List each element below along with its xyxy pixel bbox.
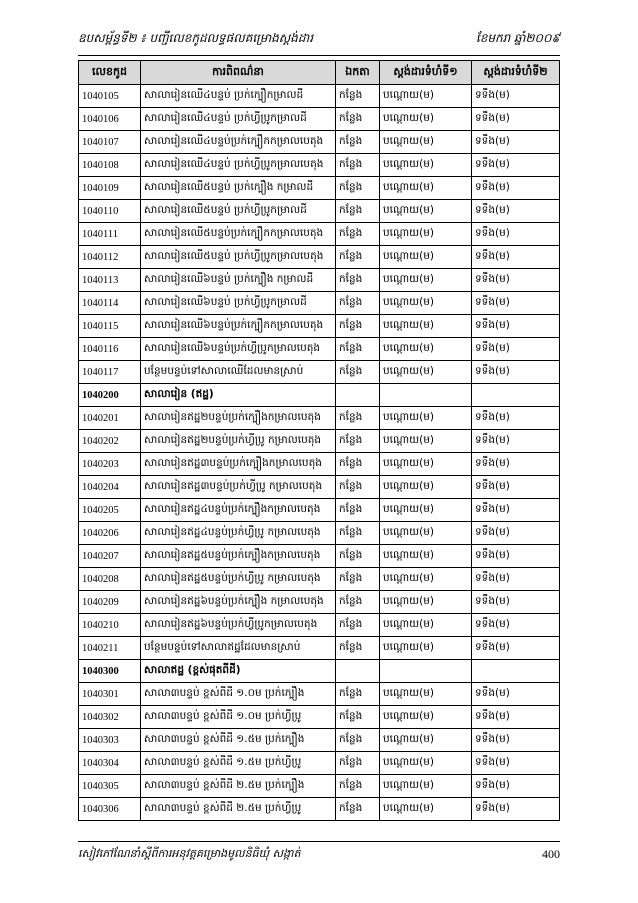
size2-cell: ទទឹង(ម)	[472, 177, 560, 200]
size2-cell: ទទឹង(ម)	[472, 706, 560, 729]
size1-cell	[380, 384, 472, 407]
table-row	[79, 568, 560, 591]
col-header-unit: ឯកតា	[336, 61, 380, 85]
table-row	[79, 315, 560, 338]
table-row	[79, 177, 560, 200]
size1-cell: បណ្តោយ(ម)	[380, 637, 472, 660]
size2-cell: ទទឹង(ម)	[472, 246, 560, 269]
code-cell: 1040206	[79, 522, 141, 545]
size1-cell: បណ្តោយ(ម)	[380, 154, 472, 177]
description-cell: សាលារៀនឈើ៦បន្ទប់ ប្រក់ហ្វីប្រូកម្រាលដី	[141, 292, 336, 315]
description-cell: សាលារៀនឥដ្ឋ២បន្ទប់ប្រក់ហ្វីប្រូ កម្រាលបេតុង	[141, 430, 336, 453]
table-row	[79, 361, 560, 384]
section-row	[79, 384, 560, 407]
col-header-standard-size-1: ស្តង់ដារទំហំទី១	[380, 61, 472, 85]
unit-cell: កន្លែង	[336, 361, 380, 384]
unit-cell: កន្លែង	[336, 269, 380, 292]
code-cell: 1040210	[79, 614, 141, 637]
description-cell: សាលារៀន (ឥដ្ឋ)	[141, 384, 336, 407]
size1-cell: បណ្តោយ(ម)	[380, 85, 472, 108]
size2-cell: ទទឹង(ម)	[472, 315, 560, 338]
unit-cell: កន្លែង	[336, 545, 380, 568]
header-divider	[78, 55, 560, 56]
description-cell: សាលារៀនឥដ្ឋ៥បន្ទប់ប្រក់ក្បឿងកម្រាលបេតុង	[141, 545, 336, 568]
size2-cell: ទទឹង(ម)	[472, 338, 560, 361]
table-row	[79, 752, 560, 775]
description-cell: សាលា៣បន្ទប់ ខ្ពស់ពីដី ១.៥ម ប្រក់ហ្វីប្រូ	[141, 752, 336, 775]
description-cell: សាលារៀនឈើ៤បន្ទប់ ប្រក់ហ្វីប្រូកម្រាលដី	[141, 108, 336, 131]
table-row	[79, 729, 560, 752]
section-row	[79, 660, 560, 683]
code-cell: 1040105	[79, 85, 141, 108]
size1-cell: បណ្តោយ(ម)	[380, 246, 472, 269]
size2-cell: ទទឹង(ម)	[472, 775, 560, 798]
size2-cell	[472, 384, 560, 407]
code-cell: 1040304	[79, 752, 141, 775]
code-cell: 1040303	[79, 729, 141, 752]
size1-cell: បណ្តោយ(ម)	[380, 706, 472, 729]
code-cell: 1040300	[79, 660, 141, 683]
project-code-table	[78, 60, 560, 821]
unit-cell: កន្លែង	[336, 775, 380, 798]
table-row	[79, 545, 560, 568]
size2-cell: ទទឹង(ម)	[472, 729, 560, 752]
size2-cell: ទទឹង(ម)	[472, 522, 560, 545]
size1-cell: បណ្តោយ(ម)	[380, 683, 472, 706]
unit-cell: កន្លែង	[336, 568, 380, 591]
size2-cell	[472, 660, 560, 683]
size2-cell: ទទឹង(ម)	[472, 430, 560, 453]
unit-cell: កន្លែង	[336, 292, 380, 315]
size1-cell: បណ្តោយ(ម)	[380, 545, 472, 568]
table-row	[79, 200, 560, 223]
size2-cell: ទទឹង(ម)	[472, 85, 560, 108]
size1-cell: បណ្តោយ(ម)	[380, 752, 472, 775]
code-cell: 1040109	[79, 177, 141, 200]
unit-cell: កន្លែង	[336, 315, 380, 338]
code-cell: 1040205	[79, 499, 141, 522]
header-date: ខែមករា ឆ្នាំ២០០៩	[475, 31, 560, 45]
size1-cell: បណ្តោយ(ម)	[380, 775, 472, 798]
table-row	[79, 706, 560, 729]
size2-cell: ទទឹង(ម)	[472, 614, 560, 637]
unit-cell: កន្លែង	[336, 706, 380, 729]
table-row	[79, 476, 560, 499]
code-cell: 1040107	[79, 131, 141, 154]
description-cell: សាលា៣បន្ទប់ ខ្ពស់ពីដី ២.៥ម ប្រក់ហ្វីប្រូ	[141, 798, 336, 821]
description-cell: សាលារៀនឈើ៦បន្ទប់ប្រក់ក្បឿកកម្រាលបេតុង	[141, 315, 336, 338]
description-cell: សាលារៀនឥដ្ឋ៣បន្ទប់ប្រក់ក្បឿងកម្រាលបេតុង	[141, 453, 336, 476]
size1-cell: បណ្តោយ(ម)	[380, 798, 472, 821]
table-row	[79, 591, 560, 614]
size1-cell: បណ្តោយ(ម)	[380, 614, 472, 637]
size1-cell: បណ្តោយ(ម)	[380, 292, 472, 315]
unit-cell: កន្លែង	[336, 798, 380, 821]
table-row	[79, 637, 560, 660]
size1-cell: បណ្តោយ(ម)	[380, 108, 472, 131]
col-header-standard-size-2: ស្តង់ដារទំហំទី២	[472, 61, 560, 85]
size2-cell: ទទឹង(ម)	[472, 683, 560, 706]
code-cell: 1040110	[79, 200, 141, 223]
unit-cell: កន្លែង	[336, 430, 380, 453]
unit-cell: កន្លែង	[336, 85, 380, 108]
description-cell: សាលារៀនឈើ៥បន្ទប់ ប្រក់ក្បឿង កម្រាលដី	[141, 177, 336, 200]
size1-cell: បណ្តោយ(ម)	[380, 269, 472, 292]
description-cell: សាលារៀនឈើ៥បន្ទប់ ប្រក់ហ្វីប្រូកម្រាលដី	[141, 200, 336, 223]
page-header	[78, 28, 560, 50]
footer-title: សៀវភៅណែនាំស្តីពីការអនុវត្តគម្រោងមូលនិធិឃុំ សង្កាត់	[78, 847, 301, 860]
size2-cell: ទទឹង(ម)	[472, 752, 560, 775]
table-row	[79, 292, 560, 315]
size2-cell: ទទឹង(ម)	[472, 269, 560, 292]
table-row	[79, 246, 560, 269]
size2-cell: ទទឹង(ម)	[472, 637, 560, 660]
code-cell: 1040113	[79, 269, 141, 292]
size1-cell: បណ្តោយ(ម)	[380, 315, 472, 338]
description-cell: បន្ថែមបន្ទប់ទៅសាលាឈើដែលមានស្រាប់	[141, 361, 336, 384]
unit-cell: កន្លែង	[336, 108, 380, 131]
size1-cell: បណ្តោយ(ម)	[380, 430, 472, 453]
size2-cell: ទទឹង(ម)	[472, 292, 560, 315]
unit-cell: កន្លែង	[336, 683, 380, 706]
description-cell: សាលារៀនឈើ៥បន្ទប់ប្រក់ក្បឿកកម្រាលបេតុង	[141, 223, 336, 246]
code-cell: 1040203	[79, 453, 141, 476]
description-cell: សាលារៀនឈើ៦បន្ទប់ ប្រក់ក្បឿង កម្រាលដី	[141, 269, 336, 292]
size2-cell: ទទឹង(ម)	[472, 131, 560, 154]
size2-cell: ទទឹង(ម)	[472, 361, 560, 384]
code-cell: 1040204	[79, 476, 141, 499]
code-cell: 1040106	[79, 108, 141, 131]
description-cell: សាលារៀនឈើ៤បន្ទប់ ប្រក់ហ្វីប្រូកម្រាលបេតុង	[141, 154, 336, 177]
code-cell: 1040208	[79, 568, 141, 591]
size2-cell: ទទឹង(ម)	[472, 591, 560, 614]
description-cell: សាលា៣បន្ទប់ ខ្ពស់ពីដី ១.០ម ប្រក់ក្បឿង	[141, 683, 336, 706]
code-cell: 1040111	[79, 223, 141, 246]
size1-cell: បណ្តោយ(ម)	[380, 568, 472, 591]
description-cell: សាលារៀនឥដ្ឋ៤បន្ទប់ប្រក់ហ្វីប្រូ កម្រាលបេតុង	[141, 522, 336, 545]
table-row	[79, 775, 560, 798]
table-row	[79, 131, 560, 154]
table-row	[79, 798, 560, 821]
unit-cell: កន្លែង	[336, 223, 380, 246]
unit-cell: កន្លែង	[336, 131, 380, 154]
size2-cell: ទទឹង(ម)	[472, 453, 560, 476]
size1-cell: បណ្តោយ(ម)	[380, 729, 472, 752]
col-header-code: លេខកូដ	[79, 61, 141, 85]
unit-cell: កន្លែង	[336, 614, 380, 637]
description-cell: សាលារៀនឥដ្ឋ២បន្ទប់ប្រក់ក្បឿងកម្រាលបេតុង	[141, 407, 336, 430]
code-cell: 1040202	[79, 430, 141, 453]
code-cell: 1040306	[79, 798, 141, 821]
description-cell: សាលារៀនឈើ៤បន្ទប់ប្រក់ក្បឿកកម្រាលបេតុង	[141, 131, 336, 154]
code-cell: 1040114	[79, 292, 141, 315]
description-cell: បន្ថែមបន្ទប់ទៅសាលាឥដ្ឋដែលមានស្រាប់	[141, 637, 336, 660]
size1-cell: បណ្តោយ(ម)	[380, 453, 472, 476]
description-cell: សាលា៣បន្ទប់ ខ្ពស់ពីដី ១.៥ម ប្រក់ក្បឿង	[141, 729, 336, 752]
unit-cell: កន្លែង	[336, 591, 380, 614]
description-cell: សាលារៀនឈើ៥បន្ទប់ ប្រក់ហ្វីប្រូកម្រាលបេតុង	[141, 246, 336, 269]
size2-cell: ទទឹង(ម)	[472, 798, 560, 821]
size1-cell	[380, 660, 472, 683]
col-header-description: ការពិពណ៌នា	[141, 61, 336, 85]
table-row	[79, 338, 560, 361]
code-cell: 1040108	[79, 154, 141, 177]
description-cell: សាលារៀនឥដ្ឋ៥បន្ទប់ប្រក់ហ្វីប្រូ កម្រាលបេតុង	[141, 568, 336, 591]
table-row	[79, 522, 560, 545]
code-cell: 1040115	[79, 315, 141, 338]
footer-divider	[78, 841, 560, 842]
description-cell: សាលារៀនឥដ្ឋ៤បន្ទប់ប្រក់ក្បឿងកម្រាលបេតុង	[141, 499, 336, 522]
size2-cell: ទទឹង(ម)	[472, 407, 560, 430]
table-row	[79, 453, 560, 476]
unit-cell: កន្លែង	[336, 637, 380, 660]
size1-cell: បណ្តោយ(ម)	[380, 200, 472, 223]
size1-cell: បណ្តោយ(ម)	[380, 338, 472, 361]
code-cell: 1040301	[79, 683, 141, 706]
size2-cell: ទទឹង(ម)	[472, 154, 560, 177]
unit-cell: កន្លែង	[336, 177, 380, 200]
unit-cell: កន្លែង	[336, 200, 380, 223]
unit-cell: កន្លែង	[336, 499, 380, 522]
table-row	[79, 223, 560, 246]
description-cell: សាលារៀនឈើ៦បន្ទប់ប្រក់ហ្វីប្រូកម្រាលបេតុង	[141, 338, 336, 361]
code-cell: 1040209	[79, 591, 141, 614]
table-row	[79, 430, 560, 453]
unit-cell: កន្លែង	[336, 522, 380, 545]
code-cell: 1040112	[79, 246, 141, 269]
description-cell: សាលារៀនឥដ្ឋ៦បន្ទប់ប្រក់ក្បឿង កម្រាលបេតុង	[141, 591, 336, 614]
size1-cell: បណ្តោយ(ម)	[380, 361, 472, 384]
size1-cell: បណ្តោយ(ម)	[380, 476, 472, 499]
table-header-row	[79, 61, 560, 85]
unit-cell: កន្លែង	[336, 453, 380, 476]
size2-cell: ទទឹង(ម)	[472, 499, 560, 522]
size1-cell: បណ្តោយ(ម)	[380, 223, 472, 246]
table-row	[79, 407, 560, 430]
description-cell: សាលារៀនឈើ៤បន្ទប់ ប្រក់ក្បឿកម្រាលដី	[141, 85, 336, 108]
description-cell: សាលារៀនឥដ្ឋ៣បន្ទប់ប្រក់ហ្វីប្រូ កម្រាលបេតុង	[141, 476, 336, 499]
size1-cell: បណ្តោយ(ម)	[380, 522, 472, 545]
code-cell: 1040117	[79, 361, 141, 384]
table-row	[79, 85, 560, 108]
table-row	[79, 499, 560, 522]
size1-cell: បណ្តោយ(ម)	[380, 407, 472, 430]
size1-cell: បណ្តោយ(ម)	[380, 499, 472, 522]
size2-cell: ទទឹង(ម)	[472, 545, 560, 568]
unit-cell: កន្លែង	[336, 338, 380, 361]
unit-cell: កន្លែង	[336, 752, 380, 775]
description-cell: សាលា៣បន្ទប់ ខ្ពស់ពីដី ២.៥ម ប្រក់ក្បឿង	[141, 775, 336, 798]
size2-cell: ទទឹង(ម)	[472, 568, 560, 591]
description-cell: សាលារៀនឥដ្ឋ៦បន្ទប់ប្រក់ហ្វីប្រូកម្រាលបេតុង	[141, 614, 336, 637]
page-number: 400	[542, 847, 560, 861]
unit-cell: កន្លែង	[336, 154, 380, 177]
unit-cell: កន្លែង	[336, 729, 380, 752]
size2-cell: ទទឹង(ម)	[472, 476, 560, 499]
code-cell: 1040302	[79, 706, 141, 729]
size2-cell: ទទឹង(ម)	[472, 223, 560, 246]
header-title: ឧបសម្ព័ន្ធទី២ ៖ បញ្ជីលេខកូដលទ្ធផលគម្រោងស្តង់ដារ	[78, 31, 314, 45]
code-cell: 1040305	[79, 775, 141, 798]
table-row	[79, 269, 560, 292]
size2-cell: ទទឹង(ម)	[472, 200, 560, 223]
unit-cell	[336, 660, 380, 683]
table-row	[79, 108, 560, 131]
code-cell: 1040207	[79, 545, 141, 568]
code-cell: 1040116	[79, 338, 141, 361]
size2-cell: ទទឹង(ម)	[472, 108, 560, 131]
code-cell: 1040211	[79, 637, 141, 660]
code-cell: 1040201	[79, 407, 141, 430]
description-cell: សាលា៣បន្ទប់ ខ្ពស់ពីដី ១.០ម ប្រក់ហ្វីប្រូ	[141, 706, 336, 729]
description-cell: សាលាឥដ្ឋ (ខ្ពស់ផុតពីដី)	[141, 660, 336, 683]
table-row	[79, 683, 560, 706]
unit-cell: កន្លែង	[336, 407, 380, 430]
size1-cell: បណ្តោយ(ម)	[380, 591, 472, 614]
unit-cell: កន្លែង	[336, 476, 380, 499]
code-cell: 1040200	[79, 384, 141, 407]
table-row	[79, 614, 560, 637]
size1-cell: បណ្តោយ(ម)	[380, 177, 472, 200]
size1-cell: បណ្តោយ(ម)	[380, 131, 472, 154]
table-row	[79, 154, 560, 177]
unit-cell: កន្លែង	[336, 246, 380, 269]
unit-cell	[336, 384, 380, 407]
